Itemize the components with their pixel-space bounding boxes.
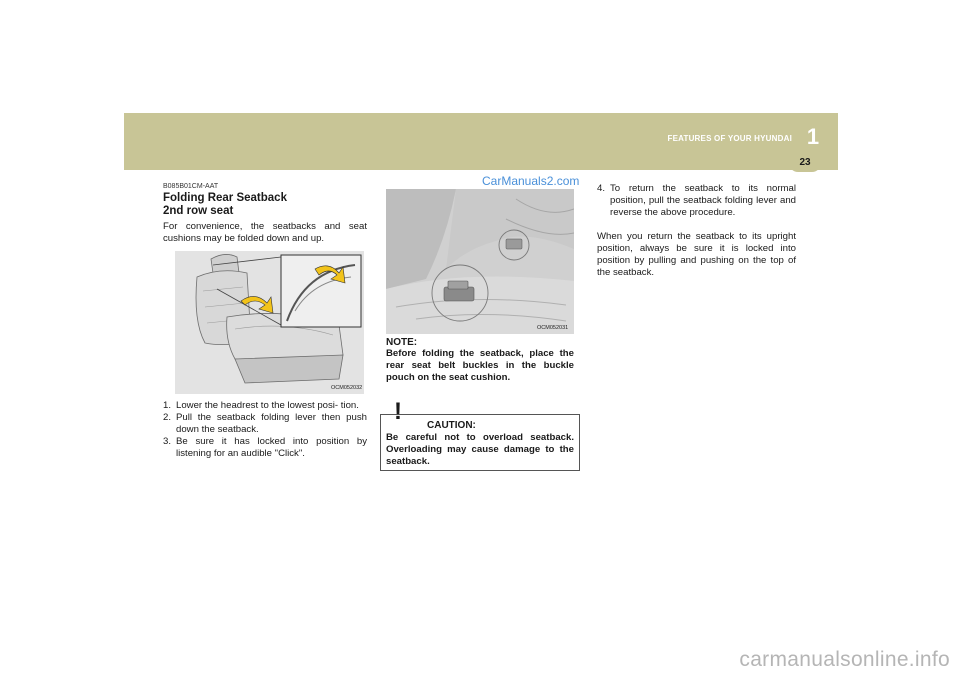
step-number: 4. bbox=[597, 183, 606, 194]
note-title: NOTE: bbox=[386, 337, 418, 348]
buckle-pouch-figure bbox=[386, 189, 574, 334]
watermark-link-top[interactable]: CarManuals2.com bbox=[482, 174, 580, 188]
watermark-link-bottom[interactable]: carmanualsonline.info bbox=[739, 648, 950, 671]
list-item bbox=[163, 412, 367, 436]
buckle-illustration bbox=[386, 189, 574, 334]
warning-icon: ! bbox=[394, 398, 402, 425]
steps-list bbox=[163, 400, 367, 460]
section-heading bbox=[163, 192, 287, 218]
figure-code-left: OCM052032 bbox=[331, 385, 363, 391]
seat-illustration bbox=[175, 251, 364, 394]
caution-title: CAUTION: bbox=[427, 420, 476, 431]
step-text: Lower the headrest to the lowest posi- tion. bbox=[176, 400, 359, 411]
caution-text: Be careful not to overload seatback. Overloading may cause damage to the seatback. bbox=[386, 432, 574, 467]
step-number: 2. bbox=[163, 412, 172, 423]
intro-paragraph: For convenience, the seatbacks and seat cushions may be folded down and up. bbox=[163, 221, 367, 244]
step-text: Pull the seatback folding lever then push down the seatback. bbox=[176, 412, 367, 435]
step-number: 3. bbox=[163, 436, 172, 447]
seat-folding-figure bbox=[175, 251, 364, 394]
list-item bbox=[163, 436, 367, 460]
section-code: B085B01CM-AAT bbox=[163, 183, 219, 190]
upright-position-paragraph: When you return the seatback to its upright position, always be sure it is locked into position by pulling and pushing on the top of the seatback. bbox=[597, 231, 796, 278]
list-item bbox=[597, 183, 796, 219]
step-number: 1. bbox=[163, 400, 172, 411]
step-text: Be sure it has locked into position by listening for an audible "Click". bbox=[176, 436, 367, 459]
step-text: To return the seatback to its normal position, pull the seatback folding lever and reverse the above procedure. bbox=[610, 183, 796, 218]
section-heading-line1: Folding Rear Seatback bbox=[163, 192, 287, 204]
figure-code-middle: OCM052031 bbox=[537, 325, 569, 331]
right-steps-list bbox=[597, 183, 796, 219]
chapter-title: FEATURES OF YOUR HYUNDAI bbox=[667, 134, 792, 143]
note-text: Before folding the seatback, place the rear seat belt buckles in the buckle pouch on the seat cushion. bbox=[386, 348, 574, 383]
section-heading-line2: 2nd row seat bbox=[163, 205, 234, 217]
list-item bbox=[163, 400, 367, 412]
page-number: 23 bbox=[799, 157, 811, 168]
chapter-number: 1 bbox=[806, 124, 820, 149]
